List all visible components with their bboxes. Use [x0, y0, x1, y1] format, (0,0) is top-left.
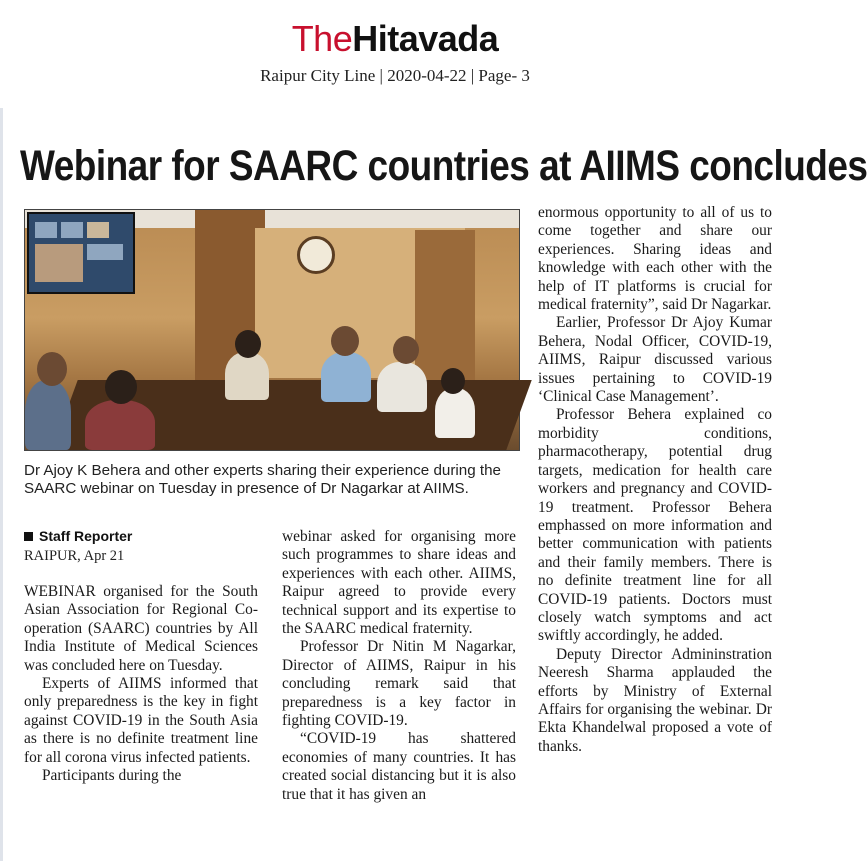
masthead-the: The: [291, 18, 353, 59]
masthead-hitavada: Hitavada: [352, 18, 499, 59]
col1-para-2: Experts of AIIMS informed that only preparedness is the key in fight against COVID-19 in the South Asia as there is no definite treatment line for all corona virus infected patients.: [24, 675, 258, 766]
col2-para-1: webinar asked for organising more such programmes to share ideas and experiences with each other. AIIMS, Raipur agreed to provide every technical support and its expertise to the SAARC medical fraternity.: [282, 528, 516, 638]
col3-para-1: enormous opportunity to all of us to come together and share our experiences. Sharing ideas and knowledge with each other with the help of IT platforms is crucial for medical fraternity”, said Dr Nagarkar.: [538, 204, 772, 314]
col3-para-2: Earlier, Professor Dr Ajoy Kumar Behera, Nodal Officer, COVID-19, AIIMS, Raipur discussed various issues pertaining to COVID-19 ‘Clinical Case Management’.: [538, 314, 772, 406]
col2-para-3: “COVID-19 has shattered economies of many countries. It has created social distancing but it is also true that it has given an: [282, 730, 516, 803]
article-headline: Webinar for SAARC countries at AIIMS concludes: [20, 142, 868, 190]
masthead-logo: [0, 18, 790, 60]
col1-para-3: Participants during the: [42, 767, 182, 785]
clipping-edge: [0, 108, 3, 861]
col3-para-3: Professor Behera explained co morbidity conditions, pharmacotherapy, potential drug targets, medication for health care workers and pregnancy and COVID-19 treatment. Professor Behera emphassed on more information and better communication with patients and their family members. There is no definite treatment line for all COVID-19 patients. Doctors must closely watch symptoms and act swiftly accordingly, he added.: [538, 406, 772, 645]
column-1: [24, 583, 258, 785]
article-photo: [24, 209, 520, 451]
col2-para-2: Professor Dr Nitin M Nagarkar, Director of AIIMS, Raipur in his concluding remark said that preparedness is a key factor in fighting COVID-19.: [282, 638, 516, 730]
column-2: [282, 528, 516, 804]
col1-para-1: WEBINAR organised for the South Asian Association for Regional Co-operation (SAARC) countries by All India Institute of Medical Sciences was concluded here on Tuesday.: [24, 583, 258, 674]
byline-square-icon: [24, 532, 33, 541]
photo-wood-panel-right: [415, 230, 475, 380]
column-3: [538, 204, 772, 756]
dateline: Raipur City Line | 2020-04-22 | Page- 3: [260, 66, 530, 85]
photo-wall-clock: [297, 236, 335, 274]
byline: [24, 528, 254, 544]
photo-caption: Dr Ajoy K Behera and other experts sharing their experience during the SAARC webinar on Tuesday in presence of Dr Nagarkar at AIIMS.: [24, 462, 501, 497]
dateline-place: RAIPUR, Apr 21: [24, 548, 125, 564]
photo-video-screen: [27, 212, 135, 294]
byline-text: Staff Reporter: [39, 528, 133, 544]
col3-para-4: Deputy Director Admininstration Neeresh Sharma applauded the efforts by Ministry of External Affairs for organising the webinar. Dr Ekta Khandelwal proposed a vote of thanks.: [538, 645, 772, 755]
